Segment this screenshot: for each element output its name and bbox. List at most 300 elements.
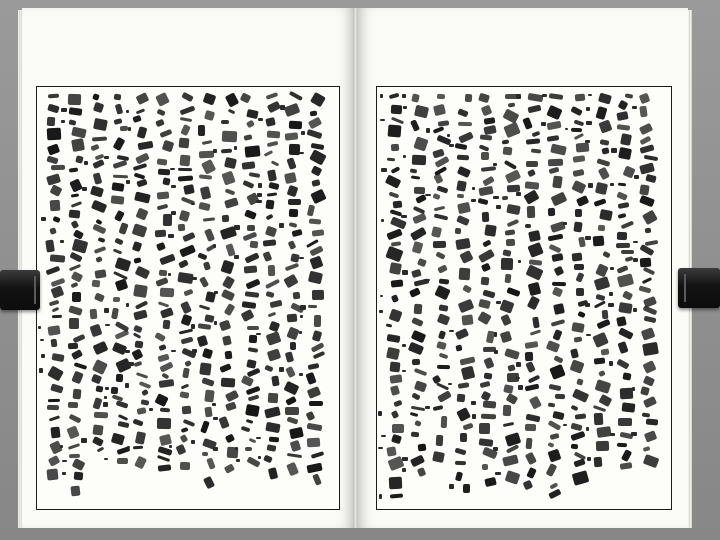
ink-stroke [71,458,85,471]
ink-stroke [642,342,658,356]
ink-stroke [285,263,300,272]
furigana-stroke [609,361,613,366]
ink-stroke [203,261,211,271]
ink-stroke [93,102,105,114]
ink-stroke [617,100,628,111]
ink-stroke [199,304,211,310]
ink-stroke [503,422,514,427]
ink-stroke [221,377,235,387]
ink-stroke [643,446,651,451]
ink-stroke [249,334,257,342]
ink-stroke [93,172,103,185]
ink-stroke [246,120,255,129]
ink-stroke [458,131,474,143]
ink-stroke [115,257,132,272]
ink-stroke [549,243,562,253]
ink-stroke [436,435,444,446]
ink-stroke [639,93,650,104]
ink-stroke [95,385,103,392]
ink-stroke [289,91,303,101]
ink-stroke [459,250,473,264]
ink-stroke [244,291,258,297]
ink-stroke [457,394,466,402]
ink-stroke [455,471,463,481]
ink-stroke [571,253,582,262]
ink-stroke [642,412,650,417]
ink-stroke [290,440,301,452]
ink-stroke [158,379,174,388]
ink-stroke [502,454,519,466]
furigana-stroke [168,273,171,276]
ink-stroke [618,214,626,220]
ink-stroke [616,243,630,248]
ink-stroke [527,169,536,178]
ink-stroke [69,264,82,272]
ink-stroke [389,262,402,275]
ink-stroke [311,451,324,459]
ink-stroke [46,266,61,276]
furigana-stroke [587,457,592,460]
ink-stroke [412,155,426,166]
ink-stroke [50,184,63,197]
ink-stroke [643,316,656,324]
furigana-stroke [214,291,218,294]
ink-stroke [527,296,541,311]
ink-stroke [506,239,515,246]
ink-stroke [455,227,462,234]
ink-stroke [645,239,658,245]
ink-stroke [594,277,611,292]
ink-stroke [624,256,633,262]
ink-stroke [221,120,229,124]
ink-stroke [243,134,252,141]
furigana-stroke [235,447,238,450]
ink-stroke [241,301,255,309]
ink-stroke [433,405,444,411]
ink-stroke [178,175,193,181]
ink-stroke [93,397,103,409]
ink-stroke [115,329,130,340]
furigana-stroke [60,240,64,244]
ink-stroke [225,188,236,195]
furigana-stroke [61,120,65,123]
ink-stroke [436,314,450,327]
ink-stroke [133,257,141,264]
ink-stroke [483,401,497,409]
ink-stroke [90,143,100,151]
ink-stroke [219,363,232,373]
ink-stroke [391,410,400,419]
furigana-stroke [588,94,592,96]
ink-stroke [523,189,540,204]
ink-stroke [645,419,658,426]
ink-stroke [243,180,255,189]
ink-stroke [112,182,125,191]
ink-stroke [389,309,403,323]
ink-stroke [410,454,425,467]
ink-stroke [307,438,320,448]
ink-stroke [385,175,402,190]
furigana-stroke [84,161,88,165]
ink-stroke [571,404,579,411]
ink-stroke [411,241,423,254]
ink-stroke [51,285,65,299]
ink-stroke [547,136,559,143]
ink-stroke [184,359,192,366]
ink-stroke [600,139,610,146]
ink-stroke [157,158,168,166]
ink-stroke [438,330,447,340]
ink-stroke [456,238,471,250]
ink-stroke [269,299,282,307]
ink-stroke [437,94,445,99]
left-page-column [304,92,324,504]
furigana-stroke [493,163,497,166]
furigana-stroke [633,241,638,244]
ink-stroke [391,294,400,303]
ink-stroke [460,433,467,443]
ink-stroke [162,214,171,226]
ink-stroke [134,300,148,309]
ink-stroke [248,395,259,401]
ink-stroke [48,398,61,402]
ink-stroke [309,219,321,225]
ink-stroke [411,93,419,103]
ink-stroke [527,374,540,383]
ink-stroke [265,117,275,126]
furigana-stroke [565,128,569,130]
ink-stroke [595,379,611,393]
ink-stroke [71,238,87,253]
ink-stroke [263,239,276,246]
furigana-stroke [126,303,129,307]
ink-stroke [617,341,628,354]
ink-stroke [433,173,444,185]
ink-stroke [437,185,449,193]
ink-stroke [51,426,61,438]
ink-stroke [596,441,609,451]
furigana-stroke [126,180,129,183]
ink-stroke [501,258,514,270]
right-page-column [499,92,519,504]
ink-stroke [548,233,564,241]
ink-stroke [291,229,302,237]
ink-stroke [455,143,468,150]
ink-stroke [410,227,427,241]
ink-stroke [526,160,538,166]
ink-stroke [576,196,589,207]
ink-stroke [574,119,585,126]
ink-stroke [506,204,521,215]
ink-stroke [618,202,630,209]
ink-stroke [502,139,510,144]
ink-stroke [69,107,82,116]
ink-stroke [596,294,606,301]
furigana-stroke [125,350,130,353]
furigana-stroke [40,339,44,341]
ink-stroke [457,202,471,215]
ink-stroke [198,202,210,211]
ink-stroke [222,170,237,185]
ink-stroke [526,138,540,144]
ink-stroke [433,240,446,248]
ink-stroke [118,222,128,235]
ink-stroke [504,273,511,282]
ink-stroke [312,473,322,485]
ink-stroke [528,282,542,296]
ink-stroke [118,414,129,421]
ink-stroke [548,403,556,408]
ink-stroke [93,223,107,234]
ink-stroke [114,118,123,125]
furigana-stroke [611,148,617,153]
ink-stroke [478,93,490,104]
ink-stroke [307,363,319,370]
ink-stroke [47,156,59,165]
ink-stroke [286,158,297,171]
ink-stroke [576,288,584,296]
ink-stroke [157,192,169,200]
ink-stroke [598,167,610,181]
ink-stroke [575,209,582,218]
ink-stroke [67,426,80,439]
ink-stroke [50,383,63,393]
ink-stroke [248,172,259,178]
ink-stroke [546,464,557,478]
furigana-stroke [632,106,637,109]
ink-stroke [502,147,512,156]
ink-stroke [481,166,496,172]
ink-stroke [441,416,448,428]
ink-stroke [246,109,258,119]
ink-stroke [157,455,170,463]
furigana-stroke [471,199,476,202]
ink-stroke [268,393,279,404]
ink-stroke [525,438,532,450]
ink-stroke [437,365,450,369]
ink-stroke [645,228,652,234]
ink-stroke [245,419,253,425]
ink-stroke [576,273,585,284]
ink-stroke [136,207,149,220]
ink-stroke [69,318,79,329]
ink-stroke [616,191,627,201]
ink-stroke [389,476,402,489]
ink-stroke [92,359,108,375]
ink-stroke [97,237,105,243]
ink-stroke [46,128,61,141]
ink-stroke [549,433,559,440]
furigana-stroke [447,134,450,137]
ink-stroke [220,259,234,274]
ink-stroke [547,208,554,217]
ink-stroke [524,181,538,189]
ink-stroke [408,342,424,355]
ink-stroke [312,351,325,360]
ink-stroke [595,182,609,195]
right-page-column [568,92,588,504]
ink-stroke [462,423,473,431]
ink-stroke [643,376,655,387]
ink-stroke [204,228,215,242]
furigana-stroke [402,94,406,98]
ink-stroke [553,329,563,341]
ink-stroke [571,470,589,486]
ink-stroke [527,206,535,218]
ink-stroke [285,397,296,407]
ink-stroke [265,422,280,433]
ink-stroke [524,341,537,349]
ink-stroke [245,404,260,417]
ink-stroke [114,237,123,245]
ink-stroke [386,229,402,241]
ink-stroke [478,299,491,310]
ink-stroke [525,414,540,423]
ink-stroke [267,141,279,147]
ink-stroke [594,198,607,207]
ink-stroke [433,206,445,212]
furigana-stroke [402,270,408,274]
furigana-stroke [586,334,590,336]
ink-stroke [552,287,564,298]
ink-stroke [284,103,300,117]
ink-stroke [159,344,168,351]
furigana-stroke [610,267,615,270]
ink-stroke [458,108,470,117]
ink-stroke [69,119,77,125]
ink-stroke [599,209,613,222]
ink-stroke [180,427,188,433]
ink-stroke [389,385,399,396]
ink-stroke [571,322,584,333]
ink-stroke [92,280,100,287]
ink-stroke [286,462,299,476]
ink-stroke [483,372,491,379]
ink-stroke [434,285,450,301]
ink-stroke [74,472,84,480]
ink-stroke [154,393,168,407]
ink-stroke [69,178,83,192]
furigana-stroke [105,387,108,390]
furigana-stroke [128,127,132,131]
ink-stroke [502,249,511,256]
ink-stroke [53,216,62,224]
ink-stroke [457,194,464,198]
ink-stroke [141,389,149,396]
ink-stroke [50,254,65,262]
ink-stroke [388,191,399,198]
ink-stroke [411,393,421,401]
ink-stroke [249,438,256,443]
ink-stroke [69,210,80,219]
ink-stroke [413,136,428,151]
furigana-stroke [516,377,519,379]
furigana-stroke [234,255,239,258]
furigana-stroke [234,225,239,230]
ink-stroke [576,142,590,152]
ink-stroke [309,149,327,165]
ink-stroke [157,353,169,361]
ink-stroke [643,454,659,469]
ink-stroke [459,357,475,366]
ink-stroke [598,120,612,135]
ink-stroke [201,377,214,387]
ink-stroke [618,327,633,339]
ink-stroke [640,258,651,267]
ink-stroke [434,214,449,221]
ink-stroke [463,484,470,493]
ink-stroke [117,421,129,429]
ink-stroke [504,230,515,237]
ink-stroke [241,426,251,433]
ink-stroke [458,382,470,388]
ink-stroke [244,210,256,220]
furigana-stroke [402,457,408,462]
furigana-stroke [234,146,237,150]
furigana-stroke [402,468,407,472]
ink-stroke [596,106,608,120]
furigana-stroke [541,122,546,125]
ink-stroke [411,175,420,179]
ink-stroke [390,494,403,499]
ink-stroke [224,157,237,169]
ink-stroke [224,197,239,209]
ink-stroke [266,214,274,221]
ink-stroke [132,241,142,252]
ink-stroke [263,251,273,262]
furigana-stroke [299,152,303,154]
ink-stroke [182,232,195,243]
furigana-stroke [563,424,566,427]
ink-stroke [52,306,60,312]
ink-stroke [621,449,632,462]
ink-stroke [132,419,143,427]
ink-stroke [266,331,282,345]
ink-stroke [527,105,541,114]
ink-stroke [598,225,605,231]
ink-stroke [47,117,56,127]
furigana-stroke [82,187,87,191]
furigana-stroke [125,383,129,387]
ink-stroke [71,138,85,152]
ink-stroke [283,381,299,395]
ink-stroke [71,126,87,137]
ink-stroke [410,168,418,173]
ink-stroke [289,209,298,217]
ink-stroke [180,105,195,115]
ink-stroke [594,413,603,425]
ink-stroke [525,352,534,361]
ink-stroke [548,448,562,462]
ink-stroke [95,269,107,278]
ink-stroke [462,285,472,295]
ink-stroke [310,189,326,204]
right-page-column [591,92,611,504]
furigana-stroke [608,303,614,308]
ink-stroke [414,304,423,315]
ink-stroke [178,259,188,268]
ink-stroke [308,305,317,309]
ink-stroke [549,93,563,100]
ink-stroke [113,174,128,178]
ink-stroke [267,349,281,362]
ink-stroke [504,121,521,137]
ink-stroke [267,192,278,196]
furigana-stroke [214,321,217,325]
furigana-stroke [104,156,109,159]
ink-stroke [245,447,252,451]
ink-stroke [180,300,192,313]
